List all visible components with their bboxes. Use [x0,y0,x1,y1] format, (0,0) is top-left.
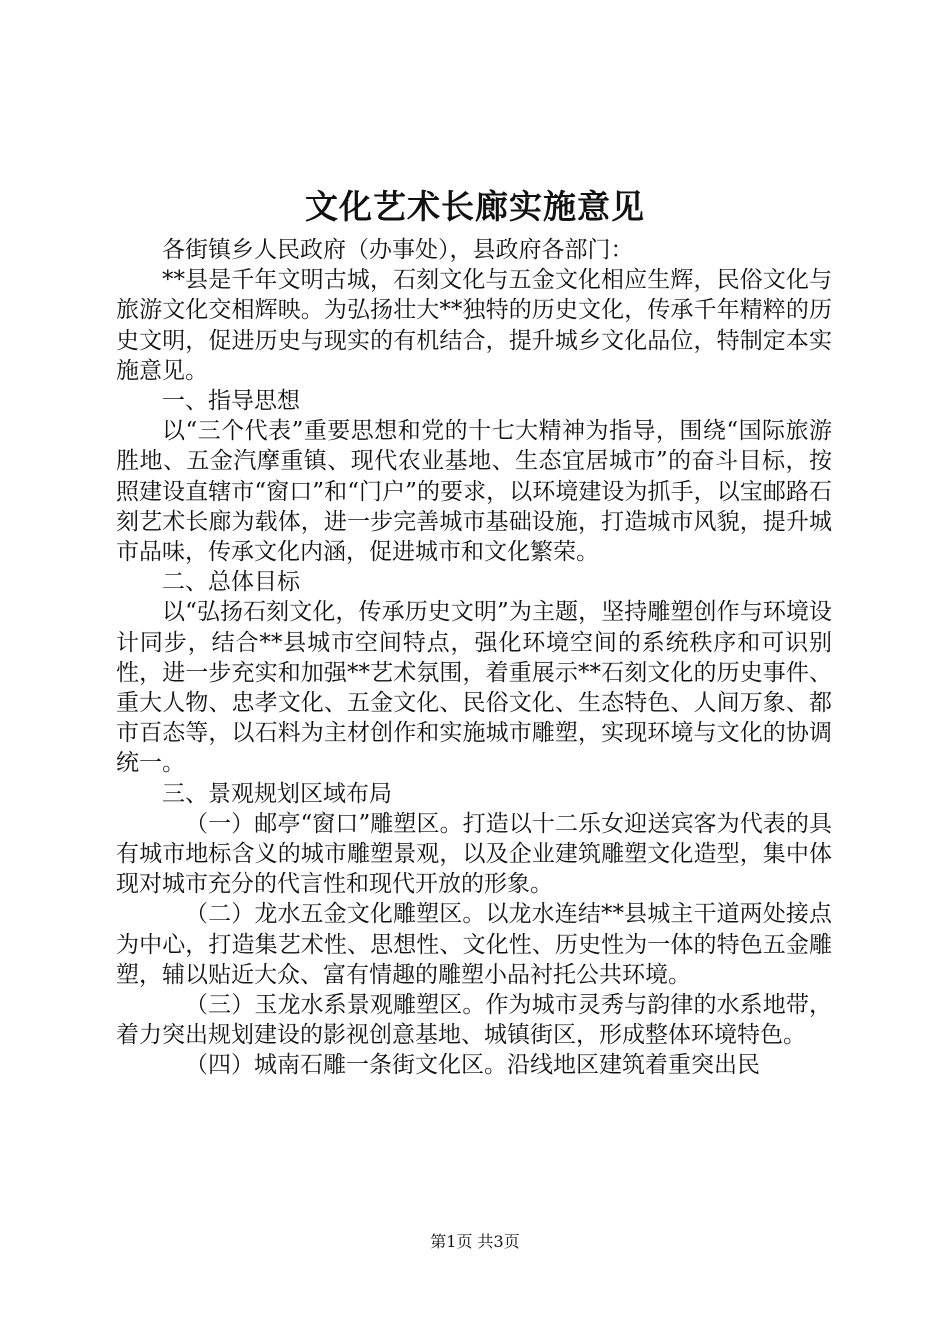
paragraph-intro: **县是千年文明古城，石刻文化与五金文化相应生辉，民俗文化与旅游文化交相辉映。为弘扬壮大**独特的历史文化，传承千年精粹的历史文明，促进历史与现实的有机结合，提升城乡文化品位，特制定本实施意见。 [116,267,832,384]
document-body [116,235,832,1081]
section-heading-1: 一、指导思想 [162,388,300,415]
section-heading-3: 三、景观规划区域布局 [162,780,392,807]
paragraph-guiding-thought: 以“三个代表”重要思想和党的十七大精神为指导，围绕“国际旅游胜地、五金汽摩重镇、现代农业基地、生态宜居城市”的奋斗目标，按照建设直辖市“窗口”和“门户”的要求，以环境建设为抓手，以宝邮路石刻艺术长廊为载体，进一步完善城市基础设施，打造城市风貌，提升城市品味，传承文化内涵，促进城市和文化繁荣。 [116,418,832,566]
paragraph-overall-goal: 以“弘扬石刻文化，传承历史文明”为主题，坚持雕塑创作与环境设计同步，结合**县城市空间特点，强化环境空间的系统秩序和可识别性，进一步充实和加强**艺术氛围，着重展示**石刻文化的历史事件、重大人物、忠孝文化、五金文化、民俗文化、生态特色、人间万象、都市百态等，以石料为主材创作和实施城市雕塑，实现环境与文化的协调统一。 [116,599,832,777]
salutation: 各街镇乡人民政府（办事处），县政府各部门： [162,237,634,263]
paragraph-zone-2: （二）龙水五金文化雕塑区。以龙水连结**县城主干道两处接点为中心，打造集艺术性、思想性、文化性、历史性为一体的特色五金雕塑，辅以贴近大众、富有情趣的雕塑小品衬托公共环境。 [116,901,832,988]
paragraph-zone-4: （四）城南石雕一条街文化区。沿线地区建筑着重突出民 [185,1052,760,1079]
paragraph-zone-3: （三）玉龙水系景观雕塑区。作为城市灵秀与韵律的水系地带，着力突出规划建设的影视创意基地、城镇街区，形成整体环境特色。 [116,992,832,1049]
document-title: 文化艺术长廊实施意见 [305,187,645,226]
page-footer: 第1页 共3页 [430,1232,520,1251]
section-heading-2: 二、总体目标 [162,569,300,596]
paragraph-zone-1: （一）邮亭“窗口”雕塑区。打造以十二乐女迎送宾客为代表的具有城市地标含义的城市雕塑景观，以及企业建筑雕塑文化造型，集中体现对城市充分的代言性和现代开放的形象。 [116,810,832,898]
